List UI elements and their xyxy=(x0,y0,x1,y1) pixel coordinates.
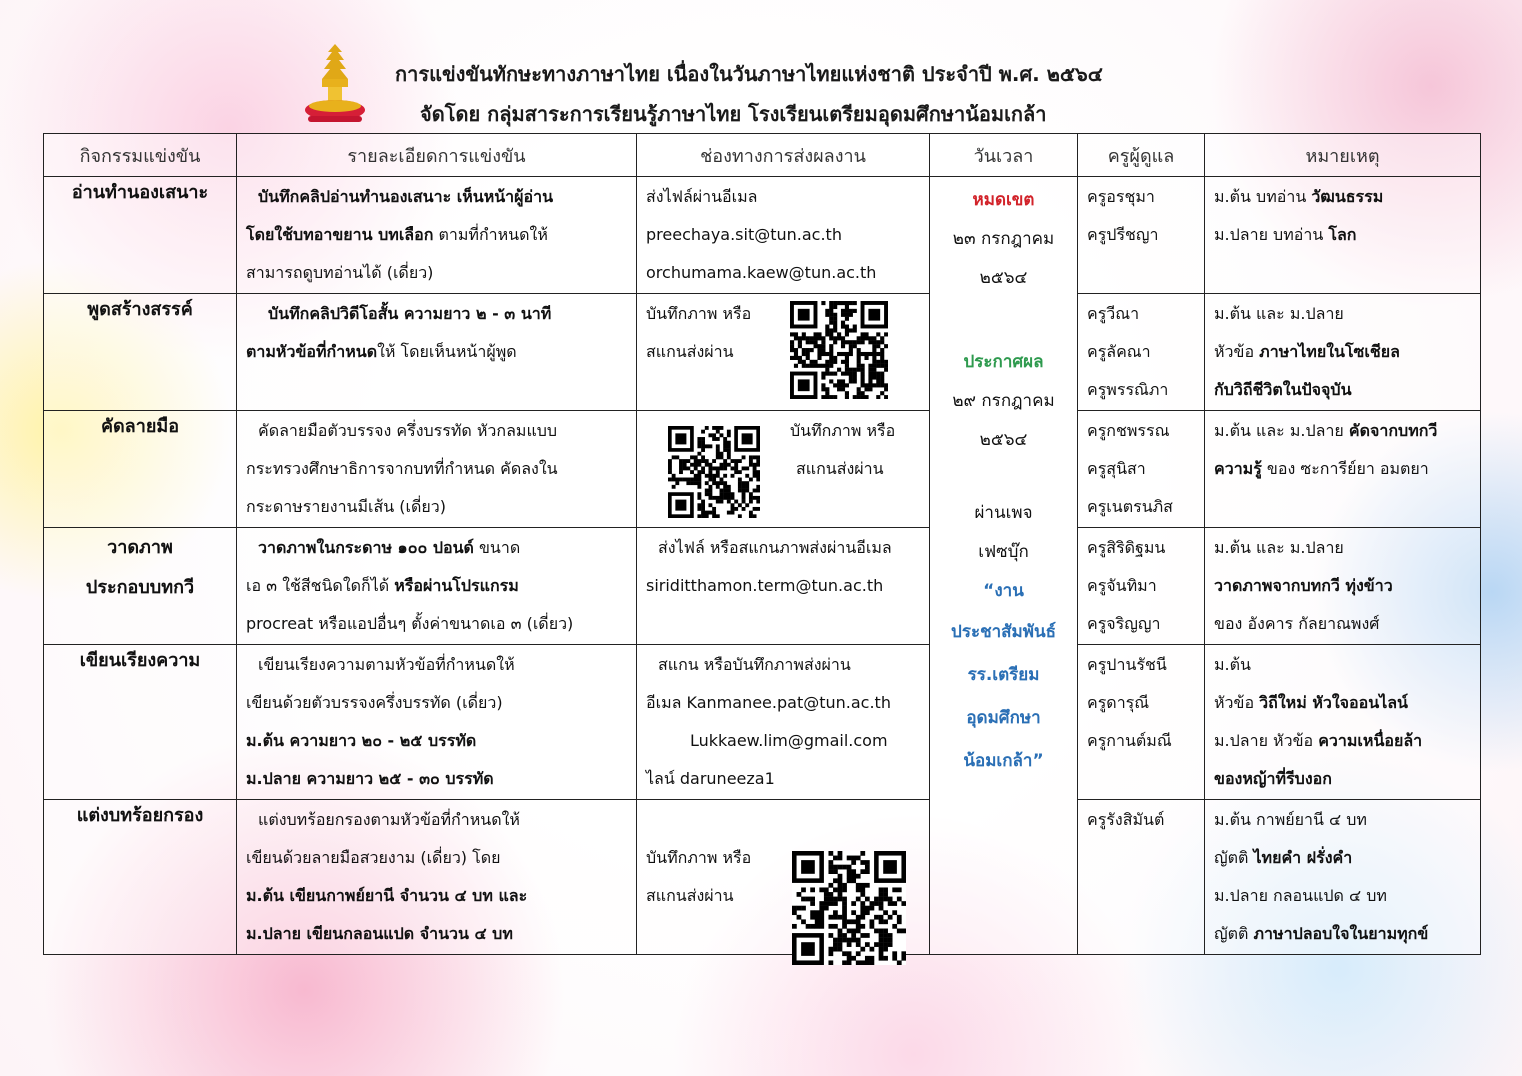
column-header-date: วันเวลา xyxy=(930,134,1078,177)
notes: ม.ต้น และ ม.ปลาย วาดภาพจากบทกวี ทุ่งข้าว ของ อังคาร กัลยาณพงศ์ xyxy=(1205,528,1481,645)
competition-table xyxy=(43,133,1481,955)
email-link[interactable]: preechaya.sit@tun.ac.th xyxy=(646,225,842,244)
activity-details: แต่งบทร้อยกรองตามหัวข้อที่กำหนดให้ เขียนด้วยลายมือสวยงาม (เดี่ยว) โดย ม.ต้น เขียนกาพย์ยานี จำนวน ๔ บท และ ม.ปลาย เขียนกลอนแปด จำนวน ๔ บท xyxy=(237,800,637,955)
table-header-row xyxy=(44,134,1481,177)
activity-details: วาดภาพในกระดาษ ๑๐๐ ปอนด์ ขนาด เอ ๓ ใช้สีชนิดใดก็ได้ หรือผ่านโปรแกรม procreat หรือแอปอื่นๆ ตั้งค่าขนาดเอ ๓ (เดี่ยว) xyxy=(237,528,637,645)
submission-channel: บันทึกภาพ หรือ สแกนส่งผ่าน xyxy=(637,294,930,411)
notes: ม.ต้น หัวข้อ วิถีใหม่ หัวใจออนไลน์ ม.ปลาย หัวข้อ ความเหนื่อยล้า ของหญ้าที่รีบงอก xyxy=(1205,645,1481,800)
table-row xyxy=(44,800,1481,955)
table-row xyxy=(44,645,1481,800)
deadline-year: ๒๕๖๔ xyxy=(979,268,1028,288)
activity-details: เขียนเรียงความตามหัวข้อที่กำหนดให้ เขียนด้วยตัวบรรจงครึ่งบรรทัด (เดี่ยว) ม.ต้น ความยาว ๒๐ - ๒๕ บรรทัด ม.ปลาย ความยาว ๒๕ - ๓๐ บรรทัด xyxy=(237,645,637,800)
deadline-date: ๒๓ กรกฎาคม xyxy=(952,229,1055,249)
table-row xyxy=(44,294,1481,411)
teacher-list: ครูอรชุมา ครูปรีชญา xyxy=(1078,177,1205,294)
activity-details: บันทึกคลิปวิดีโอสั้น ความยาว ๒ - ๓ นาที ตามหัวข้อที่กำหนดให้ โดยเห็นหน้าผู้พูด xyxy=(237,294,637,411)
activity-details: คัดลายมือตัวบรรจง ครึ่งบรรทัด หัวกลมแบบ กระทรวงศึกษาธิการจากบทที่กำหนด คัดลงใน กระดาษรายงานมีเส้น (เดี่ยว) xyxy=(237,411,637,528)
activity-name: อ่านทำนองเสนาะ xyxy=(44,177,237,294)
activity-details: บันทึกคลิปอ่านทำนองเสนาะ เห็นหน้าผู้อ่าน โดยใช้บทอาขยาน บทเลือก ตามที่กำหนดให้ สามารถดูบทอ่านได้ (เดี่ยว) xyxy=(237,177,637,294)
table-row xyxy=(44,528,1481,645)
announce-date: ๒๙ กรกฎาคม xyxy=(952,391,1055,411)
teacher-list: ครูสิริดิฐมน ครูจันทิมา ครูจริญญา xyxy=(1078,528,1205,645)
announce-label: ประกาศผล xyxy=(963,352,1044,372)
column-header-teachers: ครูผู้ดูแล xyxy=(1078,134,1205,177)
column-header-notes: หมายเหตุ xyxy=(1205,134,1481,177)
header xyxy=(300,38,1200,128)
notes: ม.ต้น และ ม.ปลาย คัดจากบทกวี ความรู้ ของ ซะการีย์ยา อมตยา xyxy=(1205,411,1481,528)
activity-name: เขียนเรียงความ xyxy=(44,645,237,800)
activity-name: วาดภาพ ประกอบบทกวี xyxy=(44,528,237,645)
submission-channel: ส่งไฟล์ หรือสแกนภาพส่งผ่านอีเมล siriditthamon.term@tun.ac.th xyxy=(637,528,930,645)
column-header-details: รายละเอียดการแข่งขัน xyxy=(237,134,637,177)
activity-name: แต่งบทร้อยกรอง xyxy=(44,800,237,955)
submission-channel: ส่งไฟล์ผ่านอีเมล preechaya.sit@tun.ac.th orchumama.kaew@tun.ac.th xyxy=(637,177,930,294)
column-header-submission: ช่องทางการส่งผลงาน xyxy=(637,134,930,177)
email-link[interactable]: Lukkaew.lim@gmail.com xyxy=(690,731,888,750)
teacher-list: ครูวีณา ครูลัคณา ครูพรรณิภา xyxy=(1078,294,1205,411)
school-emblem-icon xyxy=(300,42,370,126)
teacher-list: ครูรังสิมันต์ xyxy=(1078,800,1205,955)
column-header-activity: กิจกรรมแข่งขัน xyxy=(44,134,237,177)
deadline-label: หมดเขต xyxy=(972,190,1035,210)
table-row xyxy=(44,177,1481,294)
page-title: การแข่งขันทักษะทางภาษาไทย เนื่องในวันภาษาไทยแห่งชาติ ประจำปี พ.ศ. ๒๕๖๔ xyxy=(395,62,1103,86)
page-subtitle: จัดโดย กลุ่มสาระการเรียนรู้ภาษาไทย โรงเรียนเตรียมอุดมศึกษาน้อมเกล้า xyxy=(420,102,1047,126)
email-link[interactable]: orchumama.kaew@tun.ac.th xyxy=(646,263,877,282)
facebook-page-name: “งาน xyxy=(983,581,1024,601)
qr-code-icon[interactable] xyxy=(792,851,906,965)
submission-channel: บันทึกภาพ หรือ สแกนส่งผ่าน xyxy=(637,411,930,528)
email-link[interactable]: อีเมล Kanmanee.pat@tun.ac.th xyxy=(646,693,891,712)
submission-channel: สแกน หรือบันทึกภาพส่งผ่าน อีเมล Kanmanee.pat@tun.ac.th Lukkaew.lim@gmail.com ไลน์ daruneeza1 xyxy=(637,645,930,800)
submission-channel: บันทึกภาพ หรือ สแกนส่งผ่าน xyxy=(637,800,930,955)
email-link[interactable]: siriditthamon.term@tun.ac.th xyxy=(646,576,884,595)
table-row xyxy=(44,411,1481,528)
notes: ม.ต้น บทอ่าน วัฒนธรรม ม.ปลาย บทอ่าน โลก xyxy=(1205,177,1481,294)
announce-year: ๒๕๖๔ xyxy=(979,430,1028,450)
teacher-list: ครูกชพรรณ ครูสุนิสา ครูเนตรนภิส xyxy=(1078,411,1205,528)
activity-name: คัดลายมือ xyxy=(44,411,237,528)
qr-code-icon[interactable] xyxy=(790,301,888,399)
schedule-cell: หมดเขต ๒๓ กรกฎาคม ๒๕๖๔ ประกาศผล ๒๙ กรกฎาคม ๒๕๖๔ ผ่านเพจ เฟซบุ๊ก “งาน ประชาสัมพันธ์ รร.เตรียม อุดมศึกษา น้อมเกล้า” xyxy=(930,177,1078,955)
line-id: ไลน์ daruneeza1 xyxy=(646,769,775,788)
teacher-list: ครูปานรัชนี ครูดารุณี ครูกานต์มณี xyxy=(1078,645,1205,800)
notes: ม.ต้น กาพย์ยานี ๔ บท ญัตติ ไทยคำ ฝรั่งคำ ม.ปลาย กลอนแปด ๔ บท ญัตติ ภาษาปลอบใจในยามทุกข์ xyxy=(1205,800,1481,955)
qr-code-icon[interactable] xyxy=(668,426,760,518)
activity-name: พูดสร้างสรรค์ xyxy=(44,294,237,411)
notes: ม.ต้น และ ม.ปลาย หัวข้อ ภาษาไทยในโซเชียล กับวิถีชีวิตในปัจจุบัน xyxy=(1205,294,1481,411)
